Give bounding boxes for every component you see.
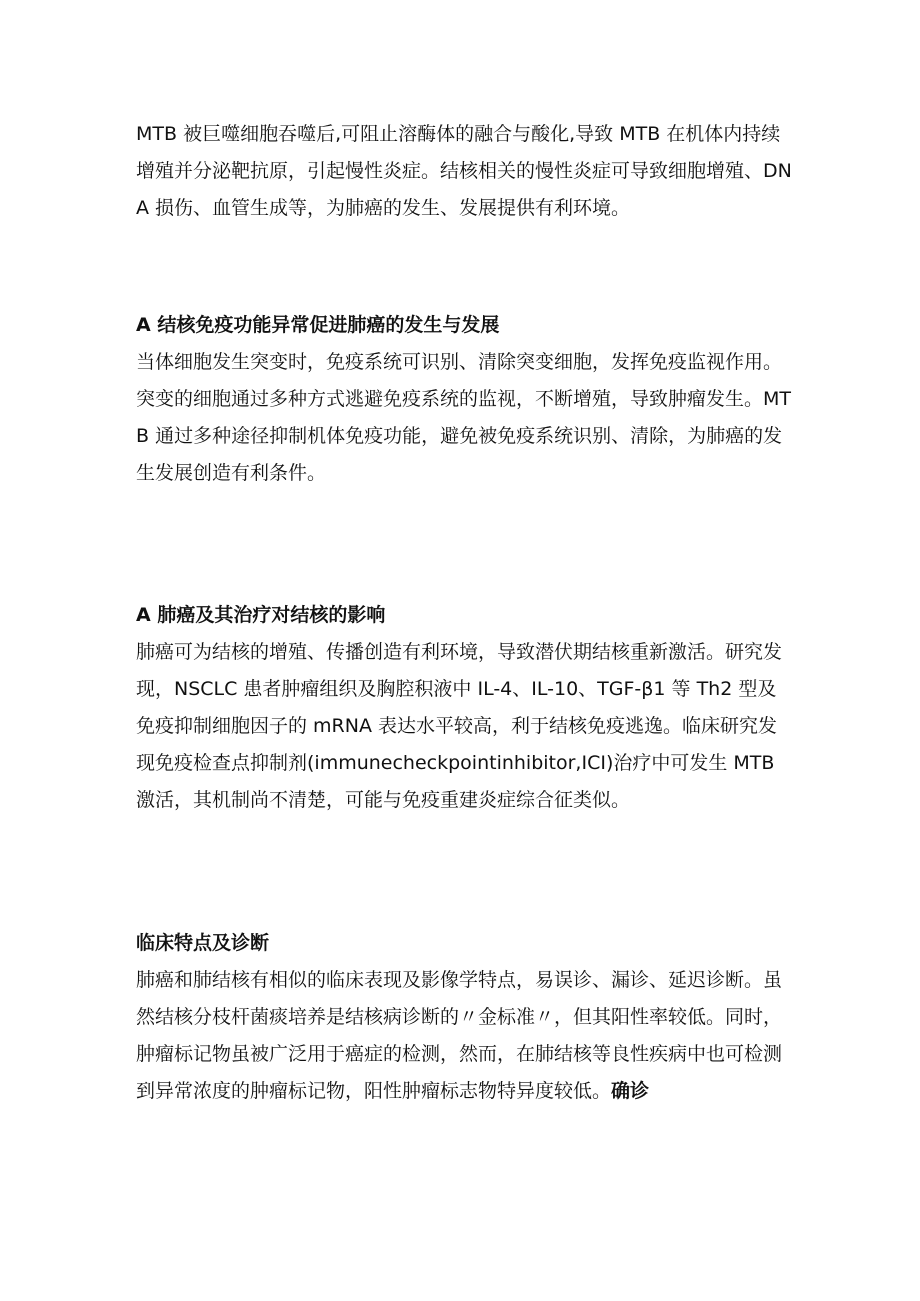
cancer-effect-paragraph: 肺癌可为结核的增殖、传播创造有利环境，导致潜伏期结核重新激活。研究发现，NSCLC 患者肿瘤组织及胸腔积液中 IL-4、IL-10、TGF-β1 等 Th2 型及免疫抑制细胞因子的 mRNA 表达水平较高，利于结核免疫逃逸。临床研究发现免疫检查点抑制剂(immunecheckpointinhibitor,ICI)治疗中可发生 MTB 激活，其机制尚不清楚，可能与免疫重建炎症综合征类似。 (136, 641, 783, 811)
clinical-paragraph-text: 肺癌和肺结核有相似的临床表现及影像学特点，易误诊、漏诊、延迟诊断。虽然结核分枝杆菌痰培养是结核病诊断的〃金标准〃，但其阳性率较低。同时，肿瘤标记物虽被广泛用于癌症的检测，然而，在肺结核等良性疾病中也可检测到异常浓度的肿瘤标记物，阳性肿瘤标志物特异度较低。 (136, 969, 783, 1102)
section-clinical-diagnosis (136, 925, 794, 1110)
section-immune-dysfunction (136, 307, 794, 492)
section-heading-cancer-effect: A 肺癌及其治疗对结核的影响 (136, 604, 386, 626)
section-heading-clinical: 临床特点及诊断 (136, 932, 270, 954)
section-cancer-effect (136, 597, 794, 819)
immune-paragraph: 当体细胞发生突变时，免疫系统可识别、清除突变细胞，发挥免疫监视作用。突变的细胞通过多种方式逃避免疫系统的监视，不断增殖，导致肿瘤发生。MTB 通过多种途径抑制机体免疫功能，避免被免疫系统识别、清除，为肺癌的发生发展创造有利条件。 (136, 351, 792, 484)
intro-paragraph: MTB 被巨噬细胞吞噬后,可阻止溶酶体的融合与酸化,导致 MTB 在机体内持续增殖并分泌靶抗原，引起慢性炎症。结核相关的慢性炎症可导致细胞增殖、DNA 损伤、血管生成等，为肺癌的发生、发展提供有利环境。 (136, 123, 792, 219)
clinical-paragraph (136, 962, 794, 1110)
section-heading-immune: A 结核免疫功能异常促进肺癌的发生与发展 (136, 314, 500, 336)
section-intro (136, 116, 794, 227)
clinical-paragraph-bold-tail: 确诊 (611, 1080, 650, 1102)
